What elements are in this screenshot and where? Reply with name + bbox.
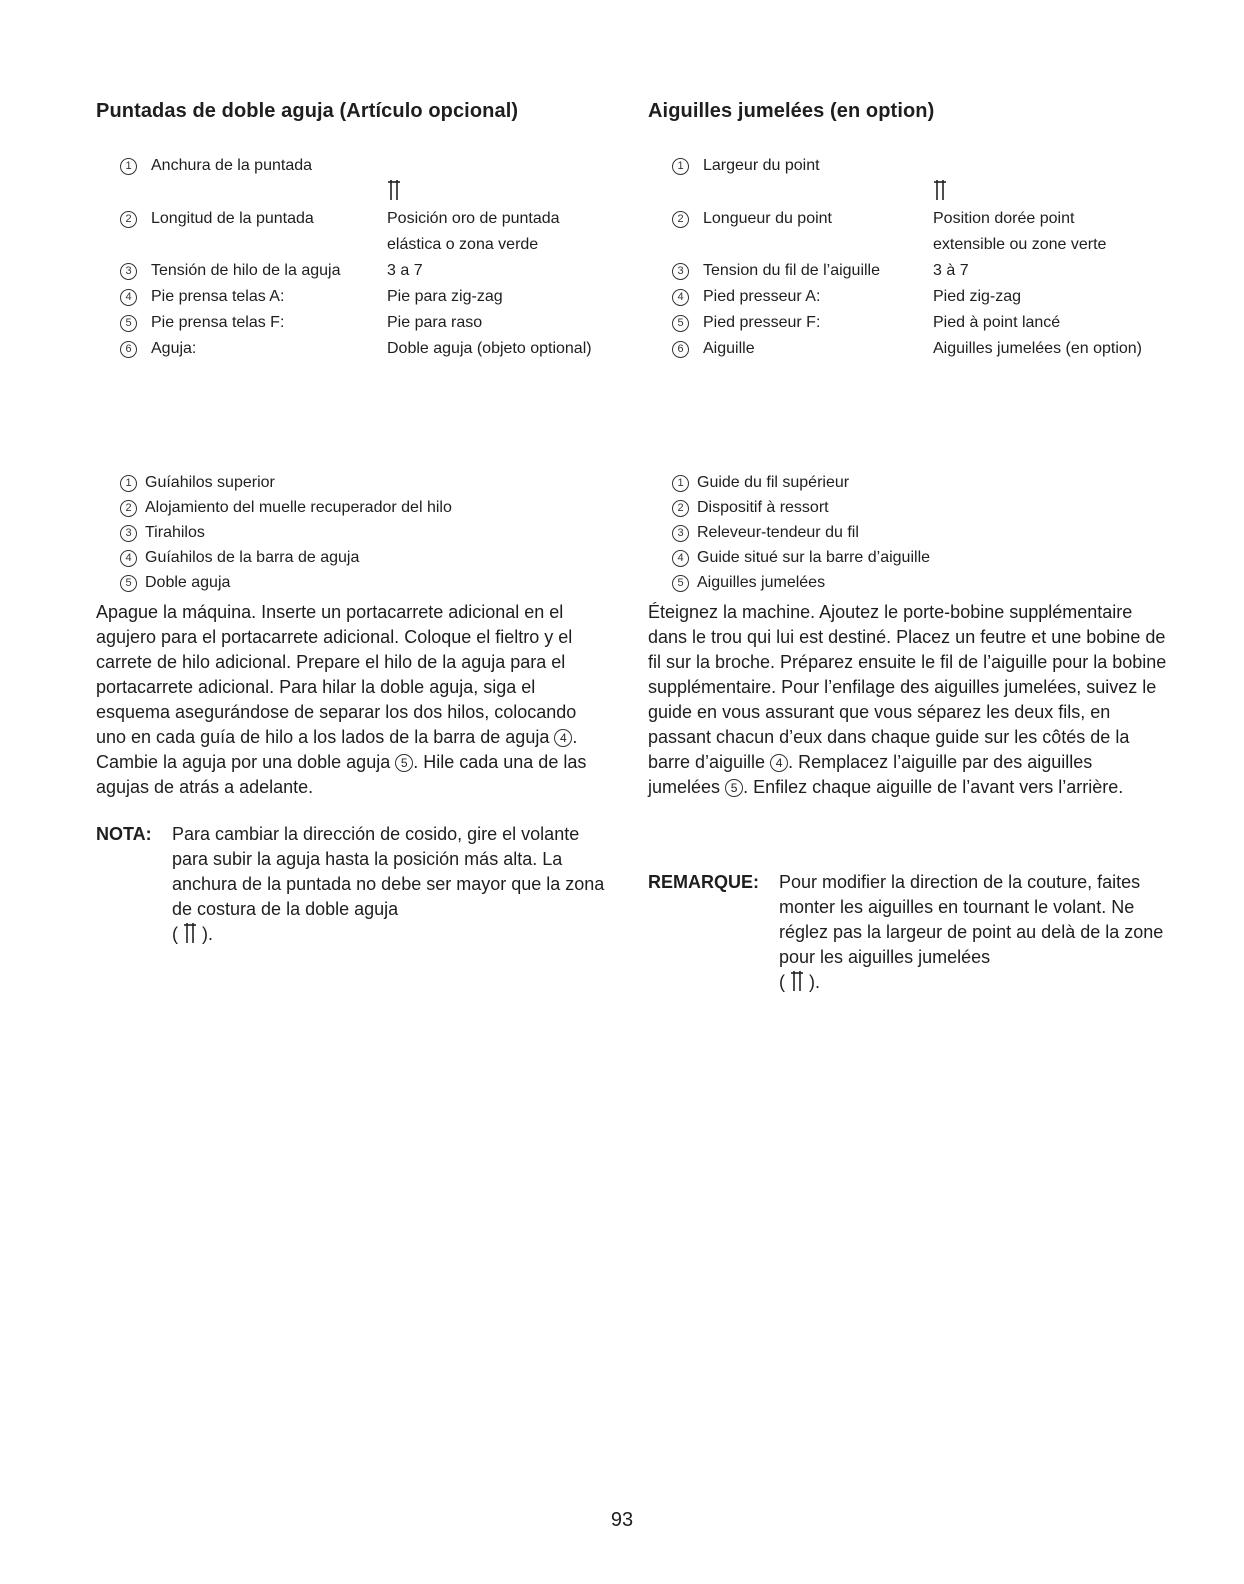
setting-label: Longitud de la puntada <box>151 210 314 227</box>
setting-value <box>387 153 592 206</box>
number-circle: 1 <box>120 158 137 175</box>
twin-needle-icon <box>933 179 947 201</box>
part-label: Doble aguja <box>145 574 231 591</box>
section-title-spanish: Puntadas de doble aguja (Artículo opcional) <box>96 100 519 122</box>
number-circle: 4 <box>120 289 137 306</box>
setting-value: Pied à point lancé <box>933 314 1061 331</box>
settings-table-spanish <box>96 153 592 362</box>
number-circle: 3 <box>120 525 137 542</box>
french-column <box>648 100 1188 992</box>
twin-needle-icon <box>387 179 401 201</box>
number-circle: 1 <box>672 158 689 175</box>
number-circle: 2 <box>120 211 137 228</box>
setting-label: Tension du fil de l’aiguille <box>703 262 880 279</box>
instructions-paragraph-spanish: Apague la máquina. Inserte un portacarrete adicional en el agujero para el portacarrete adicional. Coloque el fieltro y el carrete de hilo adicional. Prepare el hilo de la aguja para el portacarrete adicional. Para hilar la doble aguja, siga el esquema asegurándose de separar los dos hilos, colocando uno en cada guía de hilo a los lados de la barra de aguja 4 . Cambie la aguja por una doble aguja 5 . Hile cada una de las agujas de atrás a adelante. <box>96 602 587 797</box>
part-label: Guíahilos superior <box>145 474 275 491</box>
note-spanish <box>96 822 616 947</box>
part-label: Aiguilles jumelées <box>697 574 826 591</box>
setting-label: Aguja: <box>151 340 197 357</box>
settings-row <box>648 284 1142 310</box>
page-number: 93 <box>610 1509 634 1531</box>
number-circle: 1 <box>672 475 689 492</box>
settings-row <box>648 206 1142 258</box>
number-circle: 3 <box>672 525 689 542</box>
list-item <box>120 495 452 520</box>
number-circle: 5 <box>725 779 743 797</box>
number-circle: 6 <box>672 341 689 358</box>
settings-row <box>648 153 1142 206</box>
settings-row <box>96 258 592 284</box>
number-circle: 5 <box>395 754 413 772</box>
settings-row <box>648 258 1142 284</box>
part-label: Guide du fil supérieur <box>697 474 850 491</box>
number-circle: 2 <box>672 500 689 517</box>
settings-row <box>648 336 1142 362</box>
part-label: Releveur-tendeur du fil <box>697 524 859 541</box>
note-french <box>648 870 1168 995</box>
settings-row <box>96 284 592 310</box>
setting-value: 3 à 7 <box>933 262 969 279</box>
setting-value: Position dorée point extensible ou zone verte <box>933 210 1107 253</box>
instructions-paragraph-french: Éteignez la machine. Ajoutez le porte-bobine supplémentaire dans le trou qui lui est destiné. Placez un feutre et une bobine de fil sur la broche. Préparez ensuite le fil de l’aiguille pour la bobine supplémentaire. Pour l’enfilage des aiguilles jumelées, suivez le guide en vous assurant que vous séparez les deux fils, en passant chacun d’eux dans chaque guide sur les côtés de la barre d’aiguille 4 . Remplacez l’aiguille par des aiguilles jumelées 5 . Enfilez chaque aiguille de l’avant vers l’arrière. <box>648 602 1167 797</box>
part-label: Guíahilos de la barra de aguja <box>145 549 360 566</box>
list-item <box>672 570 930 595</box>
twin-needle-icon <box>183 922 197 944</box>
number-circle: 1 <box>120 475 137 492</box>
setting-label: Largeur du point <box>703 157 820 174</box>
number-circle: 4 <box>672 289 689 306</box>
parts-list-french <box>648 470 930 595</box>
setting-value: Pie para zig-zag <box>387 288 503 305</box>
setting-value: Aiguilles jumelées (en option) <box>933 340 1142 357</box>
setting-value: 3 a 7 <box>387 262 423 279</box>
note-label: REMARQUE: <box>648 872 759 892</box>
note-label: NOTA: <box>96 824 152 844</box>
section-title-french: Aiguilles jumelées (en option) <box>648 100 935 122</box>
setting-label: Tensión de hilo de la aguja <box>151 262 341 279</box>
number-circle: 4 <box>554 729 572 747</box>
part-label: Dispositif à ressort <box>697 499 829 516</box>
number-circle: 5 <box>672 315 689 332</box>
part-label: Tirahilos <box>145 524 205 541</box>
setting-label: Pie prensa telas A: <box>151 288 285 305</box>
note-text: Pour modifier la direction de la couture, faites monter les aiguilles en tournant le volant. Ne réglez pas la largeur de point au delà de la zone pour les aiguilles jumelées ( ). <box>779 872 1164 992</box>
number-circle: 2 <box>120 500 137 517</box>
twin-needle-icon <box>790 970 804 992</box>
setting-label: Anchura de la puntada <box>151 157 313 174</box>
setting-label: Pied presseur A: <box>703 288 821 305</box>
settings-table-french <box>648 153 1142 362</box>
settings-row <box>96 206 592 258</box>
list-item <box>120 520 452 545</box>
settings-row <box>96 336 592 362</box>
list-item <box>672 545 930 570</box>
setting-value: Pied zig-zag <box>933 288 1022 305</box>
list-item <box>672 470 930 495</box>
list-item <box>120 470 452 495</box>
list-item <box>672 495 930 520</box>
setting-value: Doble aguja (objeto optional) <box>387 340 592 357</box>
number-circle: 3 <box>672 263 689 280</box>
setting-value: Posición oro de puntada elástica o zona verde <box>387 210 560 253</box>
number-circle: 5 <box>672 575 689 592</box>
setting-label: Longueur du point <box>703 210 832 227</box>
spanish-column <box>96 100 626 944</box>
part-label: Alojamiento del muelle recuperador del hilo <box>145 499 452 516</box>
number-circle: 2 <box>672 211 689 228</box>
number-circle: 6 <box>120 341 137 358</box>
setting-label: Pie prensa telas F: <box>151 314 285 331</box>
list-item <box>120 570 452 595</box>
settings-row <box>648 310 1142 336</box>
setting-label: Aiguille <box>703 340 755 357</box>
number-circle: 4 <box>770 754 788 772</box>
list-item <box>120 545 452 570</box>
number-circle: 4 <box>672 550 689 567</box>
settings-row <box>96 153 592 206</box>
setting-value: Pie para raso <box>387 314 483 331</box>
number-circle: 5 <box>120 575 137 592</box>
setting-value <box>933 153 1142 206</box>
settings-row <box>96 310 592 336</box>
parts-list-spanish <box>96 470 452 595</box>
note-text: Para cambiar la dirección de cosido, gire el volante para subir la aguja hasta la posición más alta. La anchura de la puntada no debe ser mayor que la zona de costura de la doble aguja ( ). <box>172 824 605 944</box>
number-circle: 3 <box>120 263 137 280</box>
number-circle: 5 <box>120 315 137 332</box>
number-circle: 4 <box>120 550 137 567</box>
part-label: Guide situé sur la barre d’aiguille <box>697 549 931 566</box>
list-item <box>672 520 930 545</box>
setting-label: Pied presseur F: <box>703 314 821 331</box>
